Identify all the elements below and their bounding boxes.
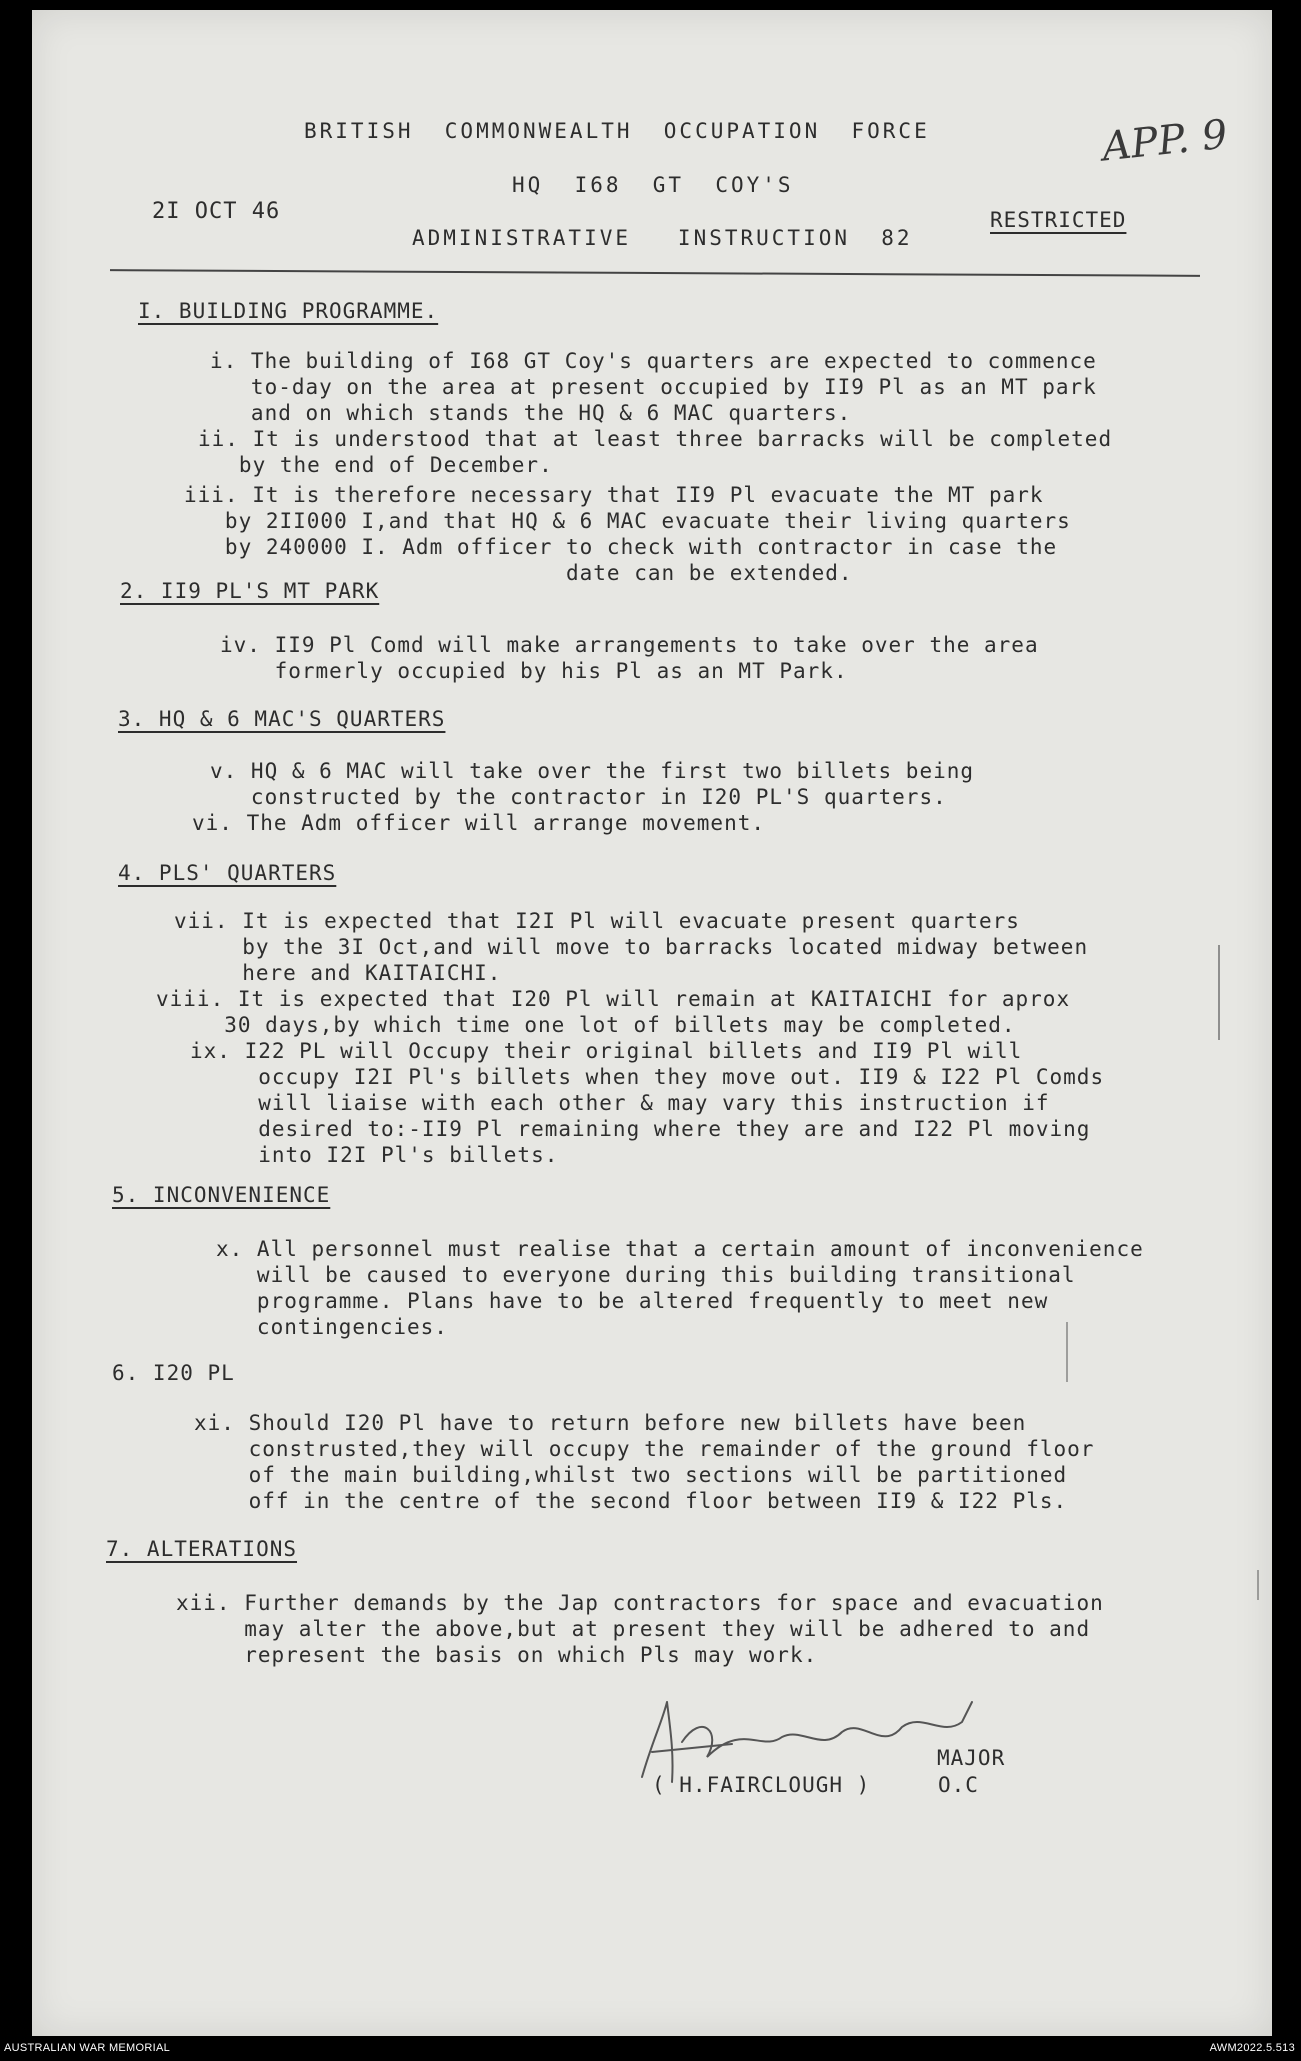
header-line-1: BRITISH COMMONWEALTH OCCUPATION FORCE [304, 119, 930, 143]
footer-institution: AUSTRALIAN WAR MEMORIAL [4, 2042, 171, 2054]
section-heading: 4. PLS' QUARTERS [118, 861, 337, 885]
section-line: of the main building,whilst two sections will be partitioned [194, 1463, 1068, 1487]
section-line: desired to:-II9 Pl remaining where they are and I22 Pl moving [190, 1117, 1091, 1141]
section-line: here and KAITAICHI. [174, 961, 502, 985]
section-line: viii. It is expected that I20 Pl will remain at KAITAICHI for aprox [156, 987, 1071, 1011]
classification-stamp: RESTRICTED [990, 208, 1127, 232]
section-line: and on which stands the HQ & 6 MAC quarters. [210, 401, 852, 425]
section-line: ii. It is understood that at least three barracks will be completed [198, 427, 1113, 451]
section-line: constructed by the contractor in I20 PL'S quarters. [210, 785, 947, 809]
appendix-annotation: APP. 9 [1099, 111, 1230, 171]
header-line-2: HQ I68 GT COY'S [512, 173, 794, 197]
section-heading: 3. HQ & 6 MAC'S QUARTERS [118, 707, 446, 731]
section-line: iv. II9 Pl Comd will make arrangements to take over the area [220, 633, 1039, 657]
section-line: occupy I2I Pl's billets when they move out. II9 & I22 Pl Comds [190, 1065, 1105, 1089]
section-line: vi. The Adm officer will arrange movement. [192, 811, 766, 835]
section-line: will be caused to everyone during this building transitional [216, 1263, 1076, 1287]
header-divider [110, 269, 1200, 277]
section-line: represent the basis on which Pls may work. [176, 1643, 818, 1667]
section-line: xii. Further demands by the Jap contractors for space and evacuation [176, 1591, 1104, 1615]
section-line: by the 3I Oct,and will move to barracks located midway between [174, 935, 1089, 959]
section-line: programme. Plans have to be altered frequently to meet new [216, 1289, 1049, 1313]
margin-mark [1257, 1570, 1259, 1600]
signatory-rank: MAJOR [937, 1746, 1006, 1770]
section-line: iii. It is therefore necessary that II9 Pl evacuate the MT park [184, 483, 1044, 507]
section-heading: 7. ALTERATIONS [106, 1537, 298, 1561]
section-line: formerly occupied by his Pl as an MT Park. [220, 659, 848, 683]
section-heading: 2. II9 PL'S MT PARK [120, 579, 380, 603]
document-date: 2I OCT 46 [152, 199, 281, 224]
section-line: by 2II000 I,and that HQ & 6 MAC evacuate their living quarters [184, 509, 1071, 533]
section-line: will liaise with each other & may vary this instruction if [190, 1091, 1050, 1115]
signatory-name: ( H.FAIRCLOUGH ) [652, 1773, 871, 1797]
section-heading: 6. I20 PL [112, 1361, 235, 1385]
document-page [32, 10, 1272, 2036]
section-line: to-day on the area at present occupied by II9 Pl as an MT park [210, 375, 1097, 399]
section-line: 30 days,by which time one lot of billets may be completed. [156, 1013, 1016, 1037]
margin-mark [1066, 1322, 1068, 1382]
section-heading: I. BUILDING PROGRAMME. [138, 299, 439, 323]
section-line: construsted,they will occupy the remainder of the ground floor [194, 1437, 1095, 1461]
section-line: xi. Should I20 Pl have to return before new billets have been [194, 1411, 1027, 1435]
footer-accession-number: AWM2022.5.513 [1209, 2042, 1295, 2054]
section-line: may alter the above,but at present they will be adhered to and [176, 1617, 1091, 1641]
signatory-appointment: O.C [938, 1773, 979, 1797]
margin-mark [1218, 945, 1220, 1040]
section-line: by 240000 I. Adm officer to check with contractor in case the [184, 535, 1058, 559]
section-line: x. All personnel must realise that a certain amount of inconvenience [216, 1237, 1144, 1261]
section-line: ix. I22 PL will Occupy their original billets and II9 Pl will [190, 1039, 1023, 1063]
section-line: by the end of December. [198, 453, 553, 477]
section-line: date can be extended. [184, 561, 853, 585]
section-heading: 5. INCONVENIENCE [112, 1183, 331, 1207]
section-line: i. The building of I68 GT Coy's quarters are expected to commence [210, 349, 1097, 373]
section-line: v. HQ & 6 MAC will take over the first two billets being [210, 759, 975, 783]
section-line: vii. It is expected that I2I Pl will evacuate present quarters [174, 909, 1020, 933]
section-line: contingencies. [216, 1315, 448, 1339]
header-line-3: ADMINISTRATIVE INSTRUCTION 82 [412, 226, 913, 250]
section-line: into I2I Pl's billets. [190, 1143, 559, 1167]
section-line: off in the centre of the second floor between II9 & I22 Pls. [194, 1489, 1068, 1513]
